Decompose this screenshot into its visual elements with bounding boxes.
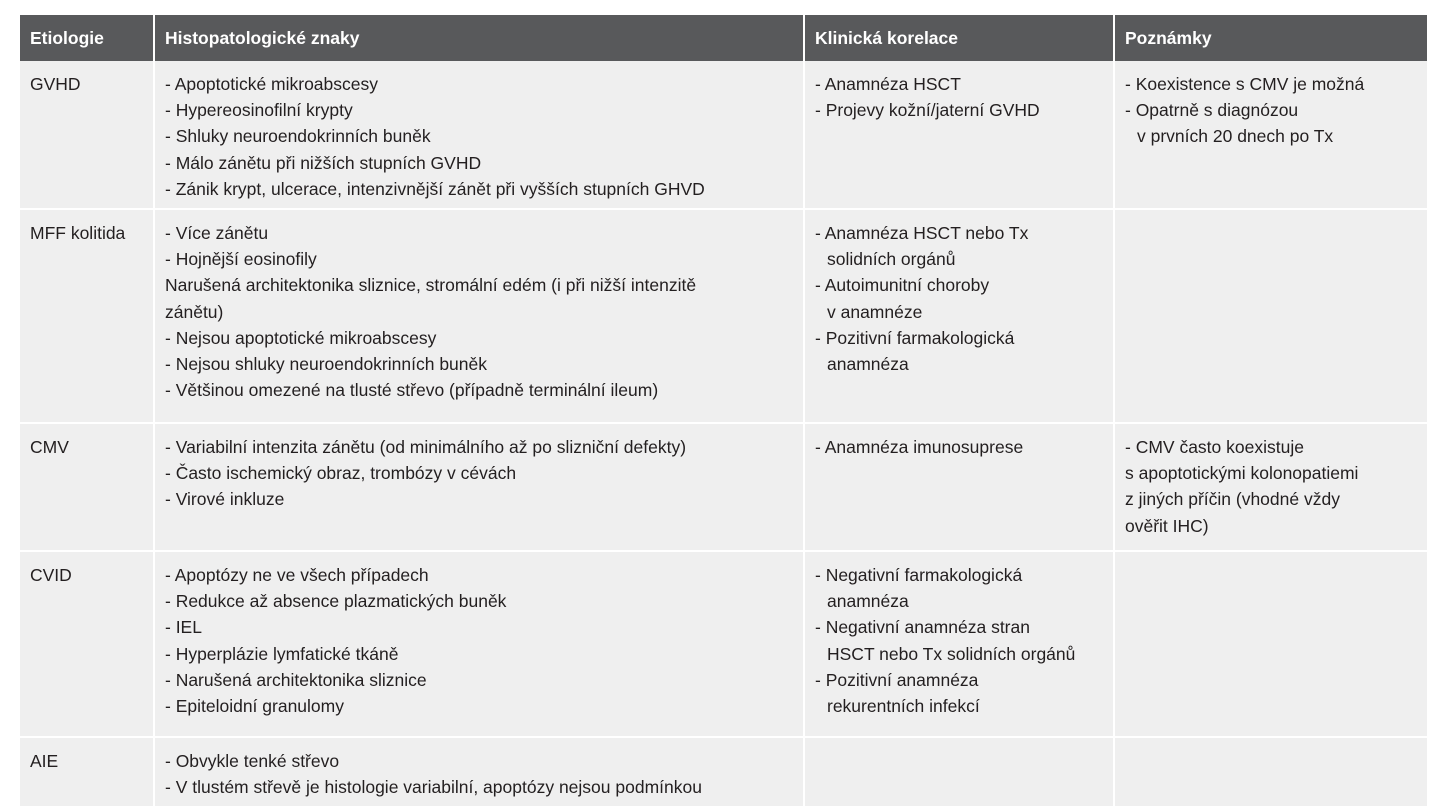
table-header-row [20, 15, 1427, 61]
cell-line: v anamnéze [827, 301, 923, 322]
header-etiology: Etiologie [20, 15, 155, 61]
cell-line: - Narušená architektonika sliznice [165, 669, 427, 690]
cell-line: - Koexistence s CMV je možná [1125, 74, 1365, 94]
cell-line: - Virové inkluze [165, 489, 285, 510]
cell-line: - Nejsou shluky neuroendokrinních buněk [165, 354, 487, 375]
cell-line: - Autoimunitní choroby [815, 275, 990, 296]
table-row [20, 552, 1427, 738]
cell-line: - Hypereosinofilní krypty [165, 100, 353, 121]
clinical-cell [805, 738, 1115, 808]
histo-cell [155, 738, 805, 808]
cell-line: - Negativní farmakologická [815, 565, 1023, 586]
table-container [20, 15, 1427, 808]
header-clinical-correlation: Klinická korelace [805, 15, 1115, 61]
cell-line: - Epiteloidní granulomy [165, 696, 344, 717]
table-row [20, 210, 1427, 424]
histo-cell [155, 424, 805, 552]
cell-line: anamnéza [827, 354, 909, 375]
table-row [20, 738, 1427, 808]
cell-line: - Více zánětu [165, 223, 269, 244]
cell-line: - Často ischemický obraz, trombózy v cévách [165, 463, 517, 484]
header-histopathology: Histopatologické znaky [155, 15, 805, 61]
cell-line: - Apoptotické mikroabscesy [165, 74, 379, 94]
notes-cell [1115, 738, 1427, 808]
cell-line: - Nejsou apoptotické mikroabscesy [165, 327, 437, 348]
header-notes: Poznámky [1115, 15, 1427, 61]
table-row [20, 61, 1427, 210]
cell-line: HSCT nebo Tx solidních orgánů [827, 643, 1076, 664]
cell-line: - Zánik krypt, ulcerace, intenzivnější zánět při vyšších stupních GHVD [165, 178, 705, 199]
cell-line: rekurentních infekcí [827, 696, 980, 717]
cell-line: - Málo zánětu při nižších stupních GVHD [165, 152, 482, 173]
histo-cell [155, 552, 805, 738]
notes-cell [1115, 210, 1427, 424]
etiology-cell: CMV [20, 424, 155, 552]
clinical-cell [805, 552, 1115, 738]
cell-line: - Anamnéza HSCT nebo Tx [815, 223, 1029, 244]
cell-line: - Pozitivní anamnéza [815, 669, 979, 690]
cell-line: - IEL [165, 617, 202, 638]
cell-line: - Hojnější eosinofily [165, 249, 317, 270]
cell-line: - Anamnéza imunosuprese [815, 437, 1024, 458]
cell-line: - Negativní anamnéza stran [815, 617, 1030, 638]
notes-cell [1115, 552, 1427, 738]
cell-line: - Většinou omezené na tlusté střevo (případně terminální ileum) [165, 380, 659, 401]
cell-line: Narušená architektonika sliznice, stromální edém (i při nižší intenzitě [165, 275, 697, 296]
cell-line: ověřit IHC) [1125, 515, 1209, 536]
cell-line: z jiných příčin (vhodné vždy [1125, 489, 1340, 510]
etiology-cell: MFF kolitida [20, 210, 155, 424]
cell-line: - Obvykle tenké střevo [165, 751, 340, 772]
cell-line: - Pozitivní farmakologická [815, 327, 1015, 348]
etiology-cell: AIE [20, 738, 155, 808]
cell-line: anamnéza [827, 591, 909, 612]
etiology-cell: CVID [20, 552, 155, 738]
cell-line: zánětu) [165, 301, 224, 322]
cell-line: - Anamnéza HSCT [815, 74, 961, 94]
histo-cell [155, 61, 805, 210]
cell-line: - Variabilní intenzita zánětu (od minimálního až po slizniční defekty) [165, 437, 687, 458]
cell-line: - Redukce až absence plazmatických buněk [165, 591, 507, 612]
cell-line: - CMV často koexistuje [1125, 437, 1304, 458]
clinical-cell [805, 61, 1115, 210]
notes-cell [1115, 424, 1427, 552]
clinical-cell [805, 210, 1115, 424]
cell-line: s apoptotickými kolonopatiemi [1125, 463, 1359, 484]
cell-line: - Shluky neuroendokrinních buněk [165, 126, 431, 147]
cell-line: solidních orgánů [827, 249, 956, 270]
cell-line: - Hyperplázie lymfatické tkáně [165, 643, 399, 664]
cell-line: - Projevy kožní/jaterní GVHD [815, 100, 1040, 121]
etiology-cell: GVHD [20, 61, 155, 210]
notes-cell [1115, 61, 1427, 210]
cell-line: v prvních 20 dnech po Tx [1137, 126, 1334, 147]
clinical-cell [805, 424, 1115, 552]
cell-line: - V tlustém střevě je histologie variabilní, apoptózy nejsou podmínkou [165, 777, 702, 798]
etiology-table [20, 15, 1427, 808]
cell-line: - Opatrně s diagnózou [1125, 100, 1299, 121]
table-row [20, 424, 1427, 552]
histo-cell [155, 210, 805, 424]
cell-line: - Apoptózy ne ve všech případech [165, 565, 429, 586]
